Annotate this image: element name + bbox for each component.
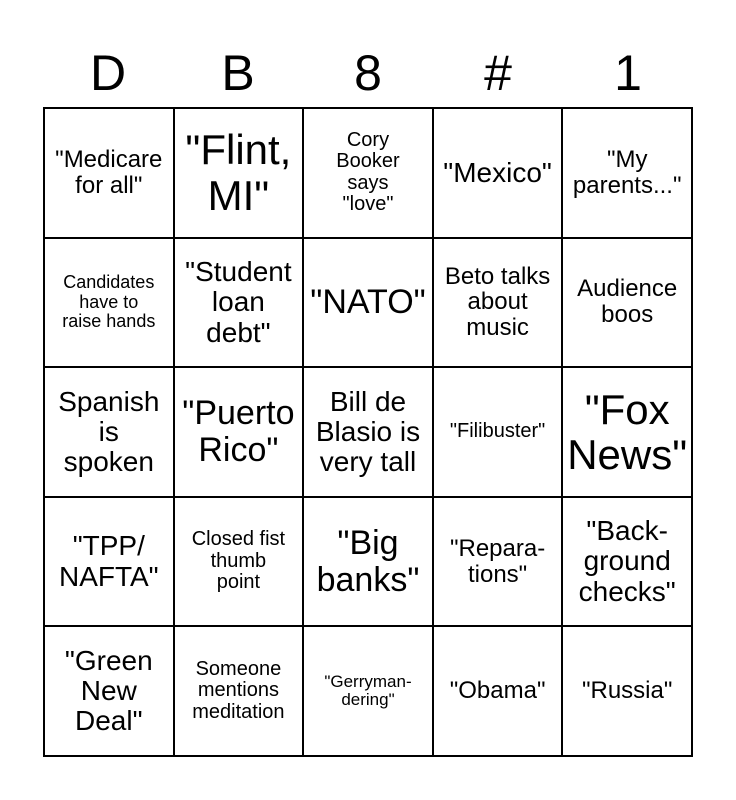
bingo-cell-r1c5[interactable]: "My parents..." xyxy=(562,108,692,238)
bingo-cell-r1c4[interactable]: "Mexico" xyxy=(433,108,563,238)
bingo-cell-r2c4[interactable]: Beto talks about music xyxy=(433,238,563,368)
bingo-cell-r1c1[interactable]: "Medicare for all" xyxy=(44,108,174,238)
bingo-cell-r2c3[interactable]: "NATO" xyxy=(303,238,433,368)
bingo-cell-r5c2[interactable]: Someone mentions meditation xyxy=(174,626,304,756)
header-letter-1: D xyxy=(89,45,127,101)
bingo-cell-r5c5[interactable]: "Russia" xyxy=(562,626,692,756)
bingo-cell-r1c3[interactable]: Cory Booker says "love" xyxy=(303,108,433,238)
bingo-cell-r3c2[interactable]: "Puerto Rico" xyxy=(174,367,304,497)
bingo-cell-r4c1[interactable]: "TPP/ NAFTA" xyxy=(44,497,174,627)
bingo-cell-r4c2[interactable]: Closed fist thumb point xyxy=(174,497,304,627)
bingo-cell-r3c1[interactable]: Spanish is spoken xyxy=(44,367,174,497)
bingo-cell-r5c3[interactable]: "Gerryman- dering" xyxy=(303,626,433,756)
bingo-cell-r4c4[interactable]: "Repara- tions" xyxy=(433,497,563,627)
bingo-cell-r1c2[interactable]: "Flint, MI" xyxy=(174,108,304,238)
bingo-cell-r2c5[interactable]: Audience boos xyxy=(562,238,692,368)
bingo-cell-r2c1[interactable]: Candidates have to raise hands xyxy=(44,238,174,368)
bingo-header xyxy=(43,40,693,106)
header-letter-3: 8 xyxy=(354,45,382,101)
header-letter-5: 1 xyxy=(614,45,642,101)
bingo-cell-r3c4[interactable]: "Filibuster" xyxy=(433,367,563,497)
bingo-cell-r4c5[interactable]: "Back- ground checks" xyxy=(562,497,692,627)
bingo-cell-r5c1[interactable]: "Green New Deal" xyxy=(44,626,174,756)
bingo-cell-r4c3[interactable]: "Big banks" xyxy=(303,497,433,627)
bingo-cell-r2c2[interactable]: "Student loan debt" xyxy=(174,238,304,368)
bingo-cell-r5c4[interactable]: "Obama" xyxy=(433,626,563,756)
header-letter-2: B xyxy=(221,45,255,101)
bingo-cell-r3c3[interactable]: Bill de Blasio is very tall xyxy=(303,367,433,497)
bingo-cell-r3c5[interactable]: "Fox News" xyxy=(562,367,692,497)
bingo-grid xyxy=(43,107,693,757)
header-letter-4: # xyxy=(484,45,512,101)
